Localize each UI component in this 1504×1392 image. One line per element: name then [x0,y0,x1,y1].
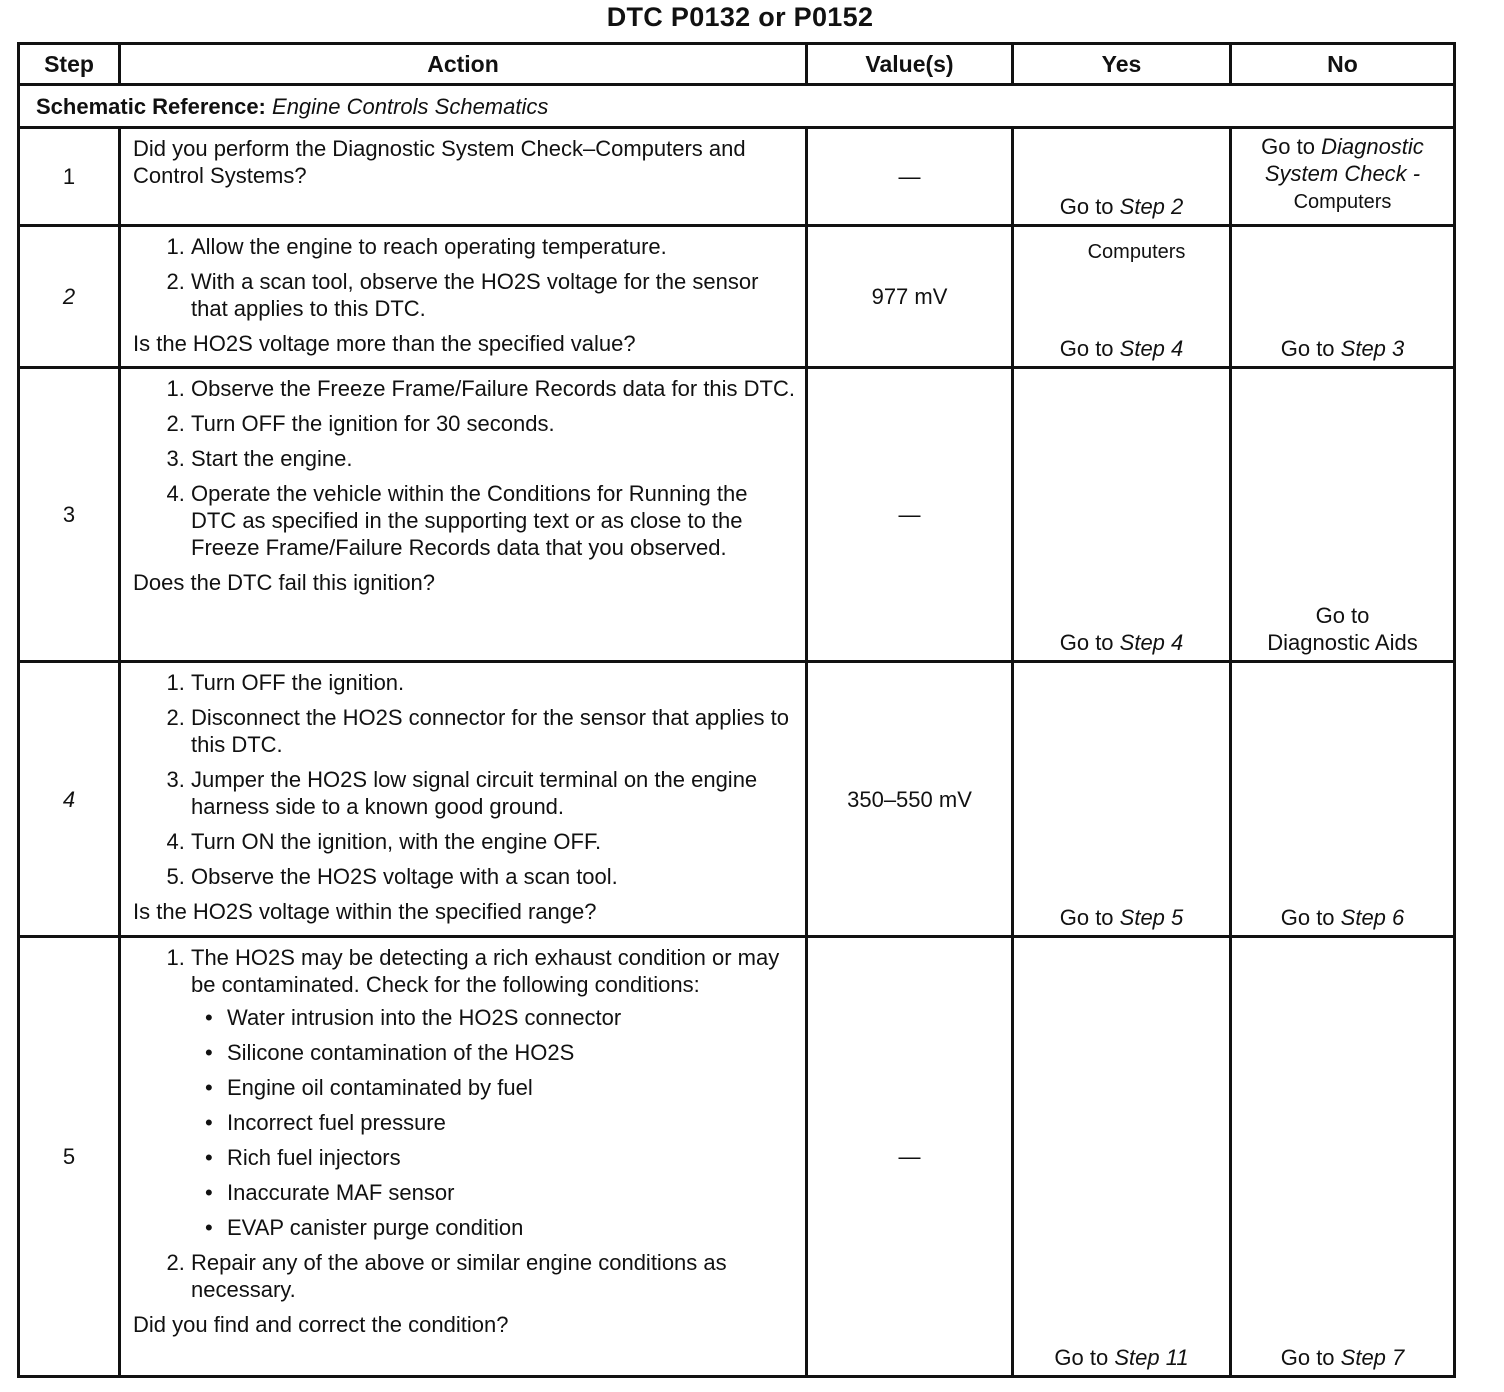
no-link[interactable]: Diagnostic System Check - [1264,134,1424,186]
action-text: Did you perform the Diagnostic System Check–Computers and Control Systems? [133,136,746,188]
action-cell [120,937,807,1377]
step-number: 2 [19,226,120,368]
yes-link[interactable]: Step 4 [1119,336,1184,361]
yes-cell [1013,368,1231,662]
header-row [19,44,1455,85]
list-item: 1. Turn OFF the ignition. [191,669,795,696]
yes-prefix: Go to [1054,1345,1115,1370]
no-prefix: Go to [1280,1345,1341,1370]
list-item: 1. Allow the engine to reach operating temperature. [191,233,795,260]
no-cell [1231,937,1455,1377]
yes-prefix: Go to [1059,630,1120,655]
step-number: 5 [19,937,120,1377]
no-prefix: Go to [1280,336,1341,361]
schematic-reference-label: Schematic Reference: [36,93,266,119]
yes-prefix: Go to [1059,336,1120,361]
step-number: 4 [19,662,120,937]
yes-prefix: Go to [1059,905,1120,930]
list-item: 2. Disconnect the HO2S connector for the sensor that applies to this DTC. [191,704,795,758]
bullet-item: • Incorrect fuel pressure [227,1109,795,1136]
value-cell: — [807,368,1013,662]
value-cell: 350–550 mV [807,662,1013,937]
yes-prefix: Go to [1059,194,1120,219]
value-cell: — [807,937,1013,1377]
table-row [19,128,1455,226]
yes-cell [1013,937,1231,1377]
header-values: Value(s) [807,44,1013,85]
action-question: Is the HO2S voltage more than the specified value? [133,331,636,356]
no-link[interactable]: Step 6 [1340,905,1405,930]
action-cell [120,368,807,662]
yes-cell [1013,128,1231,226]
yes-link[interactable]: Step 2 [1119,194,1184,219]
value-cell: 977 mV [807,226,1013,368]
bullet-item: • Water intrusion into the HO2S connector [227,1004,795,1031]
yes-link[interactable]: Step 11 [1114,1345,1189,1370]
list-item: 4. Operate the vehicle within the Conditions for Running the DTC as specified in the supporting text or as close to the Freeze Frame/Failure Records data that you observed. [191,480,795,561]
list-item: 2. Repair any of the above or similar engine conditions as necessary. [191,1249,795,1303]
no-prefix: Go to [1261,134,1322,159]
header-step: Step [19,44,120,85]
header-no: No [1231,44,1455,85]
yes-cell [1013,226,1231,368]
list-item-text: The HO2S may be detecting a rich exhaust condition or may be contaminated. Check for the following conditions: [191,945,780,997]
bullet-item: • Silicone contamination of the HO2S [227,1039,795,1066]
table-row [19,226,1455,368]
action-question: Does the DTC fail this ignition? [133,570,436,595]
no-cell [1231,128,1455,226]
list-item: 3. Start the engine. [191,445,795,472]
conditions-list [191,1004,795,1241]
yes-link[interactable]: Step 5 [1119,905,1184,930]
no-link[interactable]: Step 7 [1340,1345,1405,1370]
page-title: DTC P0132 or P0152 [606,2,874,32]
action-steps-list [133,944,795,1303]
list-item [191,944,795,1241]
step-number: 3 [19,368,120,662]
action-cell [120,128,807,226]
header-action: Action [120,44,807,85]
action-steps-list [133,669,795,890]
bullet-item: • Rich fuel injectors [227,1144,795,1171]
list-item: 4. Turn ON the ignition, with the engine OFF. [191,828,795,855]
action-question: Is the HO2S voltage within the specified range? [133,899,597,924]
bullet-item: • EVAP canister purge condition [227,1214,795,1241]
header-yes: Yes [1013,44,1231,85]
list-item: 2. With a scan tool, observe the HO2S voltage for the sensor that applies to this DTC. [191,268,795,322]
list-item: 5. Observe the HO2S voltage with a scan tool. [191,863,795,890]
list-item: 3. Jumper the HO2S low signal circuit terminal on the engine harness side to a known good ground. [191,766,795,820]
no-cell [1231,368,1455,662]
no-suffix: Computers [1293,191,1392,213]
bullet-item: • Engine oil contaminated by fuel [227,1074,795,1101]
step-number: 1 [19,128,120,226]
bullet-item: • Inaccurate MAF sensor [227,1179,795,1206]
no-cell [1231,226,1455,368]
action-steps-list [133,233,795,322]
diagnostic-table [17,42,1456,1378]
schematic-reference-value: Engine Controls Schematics [272,93,549,119]
no-cell [1231,662,1455,937]
no-prefix: Go to [1280,905,1341,930]
action-steps-list [133,375,795,561]
no-link[interactable]: Step 3 [1340,336,1405,361]
value-cell: — [807,128,1013,226]
yes-cell [1013,662,1231,937]
action-cell [120,226,807,368]
table-row [19,368,1455,662]
schematic-reference [19,85,1455,128]
action-question: Did you find and correct the condition? [133,1312,509,1337]
table-row [19,937,1455,1377]
list-item: 2. Turn OFF the ignition for 30 seconds. [191,410,795,437]
table-row [19,662,1455,937]
no-link[interactable]: Diagnostic Aids [1267,630,1418,655]
action-cell [120,662,807,937]
yes-note: Computers [1087,241,1186,263]
no-line-1: Go to [1315,603,1370,628]
list-item: 1. Observe the Freeze Frame/Failure Records data for this DTC. [191,375,795,402]
yes-link[interactable]: Step 4 [1119,630,1184,655]
schematic-reference-row [19,85,1455,128]
